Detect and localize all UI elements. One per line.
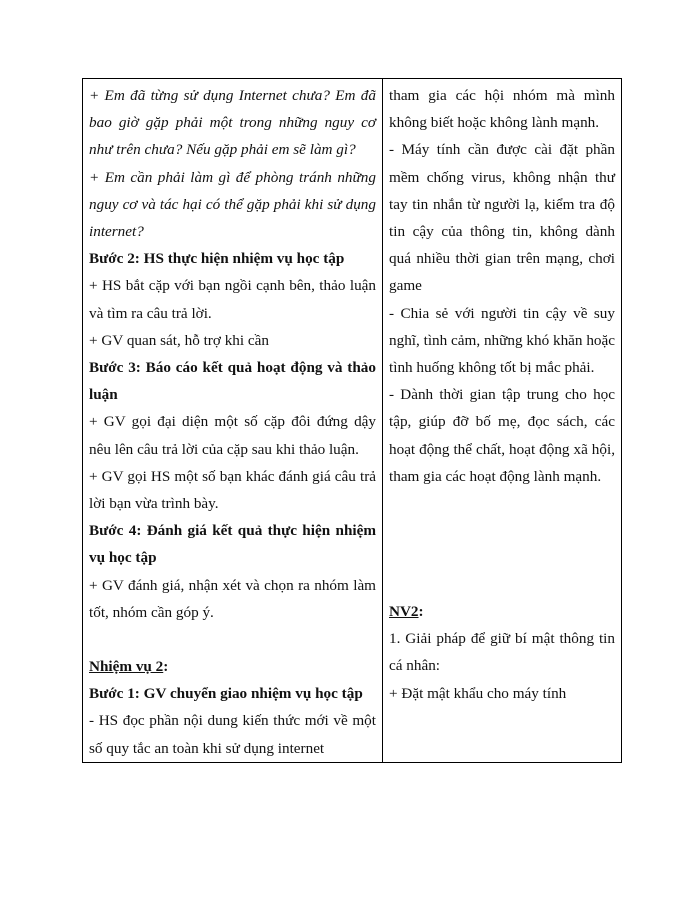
outcome-item-1: tham gia các hội nhóm mà mình không biết hoặc không lành mạnh. — [389, 87, 615, 132]
question-2: + Em cần phải làm gì để phòng tránh những nguy cơ và tác hại có thể gặp phải khi sử dụng internet? — [89, 168, 376, 241]
nv2-heading — [389, 598, 615, 625]
outcome-item-2: - Máy tính cần được cài đặt phần mềm chống virus, không nhận thư tay tin nhắn từ người lạ, kiểm tra độ tin cậy của thông tin, không dành quá nhiều thời gian trên mạng, chơi game — [389, 141, 615, 295]
step4-heading: Bước 4: Đánh giá kết quả thực hiện nhiệm vụ học tập — [89, 522, 376, 567]
step2-item-1: + HS bắt cặp với bạn ngồi cạnh bên, thảo luận và tìm ra câu trả lời. — [89, 277, 376, 322]
outcome-item-4: - Dành thời gian tập trung cho học tập, giúp đỡ bố mẹ, đọc sách, các hoạt động thể chất, hoạt động xã hội, tham gia các hoạt động lành mạnh. — [389, 386, 615, 485]
task2-heading — [89, 653, 376, 680]
task2-label: Nhiệm vụ 2 — [89, 658, 164, 676]
teacher-student-activity-column — [83, 79, 383, 762]
spacer — [389, 490, 615, 598]
nv2-label: NV2 — [389, 603, 419, 621]
expected-outcome-column — [383, 79, 621, 762]
step2-item-2: + GV quan sát, hỗ trợ khi cần — [89, 331, 269, 349]
lesson-table — [82, 78, 622, 763]
nv2-item-1: 1. Giải pháp để giữ bí mật thông tin cá nhân: — [389, 630, 615, 675]
nv2-colon: : — [418, 603, 424, 621]
task2-step1-item-1: - HS đọc phần nội dung kiến thức mới về một số quy tắc an toàn khi sử dụng internet — [89, 712, 376, 757]
step2-heading: Bước 2: HS thực hiện nhiệm vụ học tập — [89, 250, 345, 268]
nv2-item-2: + Đặt mật khẩu cho máy tính — [389, 684, 567, 702]
spacer — [89, 626, 376, 653]
task2-step1-heading: Bước 1: GV chuyển giao nhiệm vụ học tập — [89, 685, 363, 703]
task2-colon: : — [163, 658, 169, 676]
step3-item-2: + GV gọi HS một số bạn khác đánh giá câu trả lời bạn vừa trình bày. — [89, 467, 376, 513]
step3-item-1: + GV gọi đại diện một số cặp đôi đứng dậy nêu lên câu trả lời của cặp sau khi thảo luận. — [89, 413, 376, 458]
question-1: + Em đã từng sử dụng Internet chưa? Em đã bao giờ gặp phải một trong những nguy cơ như trên chưa? Nếu gặp phải em sẽ làm gì? — [89, 87, 376, 159]
step4-item-1: + GV đánh giá, nhận xét và chọn ra nhóm làm tốt, nhóm cần góp ý. — [89, 576, 376, 621]
outcome-item-3: - Chia sẻ với người tin cậy về suy nghĩ, tình cảm, những khó khăn hoặc tình huống không tốt bị mắc phải. — [389, 304, 615, 377]
step3-heading: Bước 3: Báo cáo kết quả hoạt động và thảo luận — [89, 359, 376, 404]
